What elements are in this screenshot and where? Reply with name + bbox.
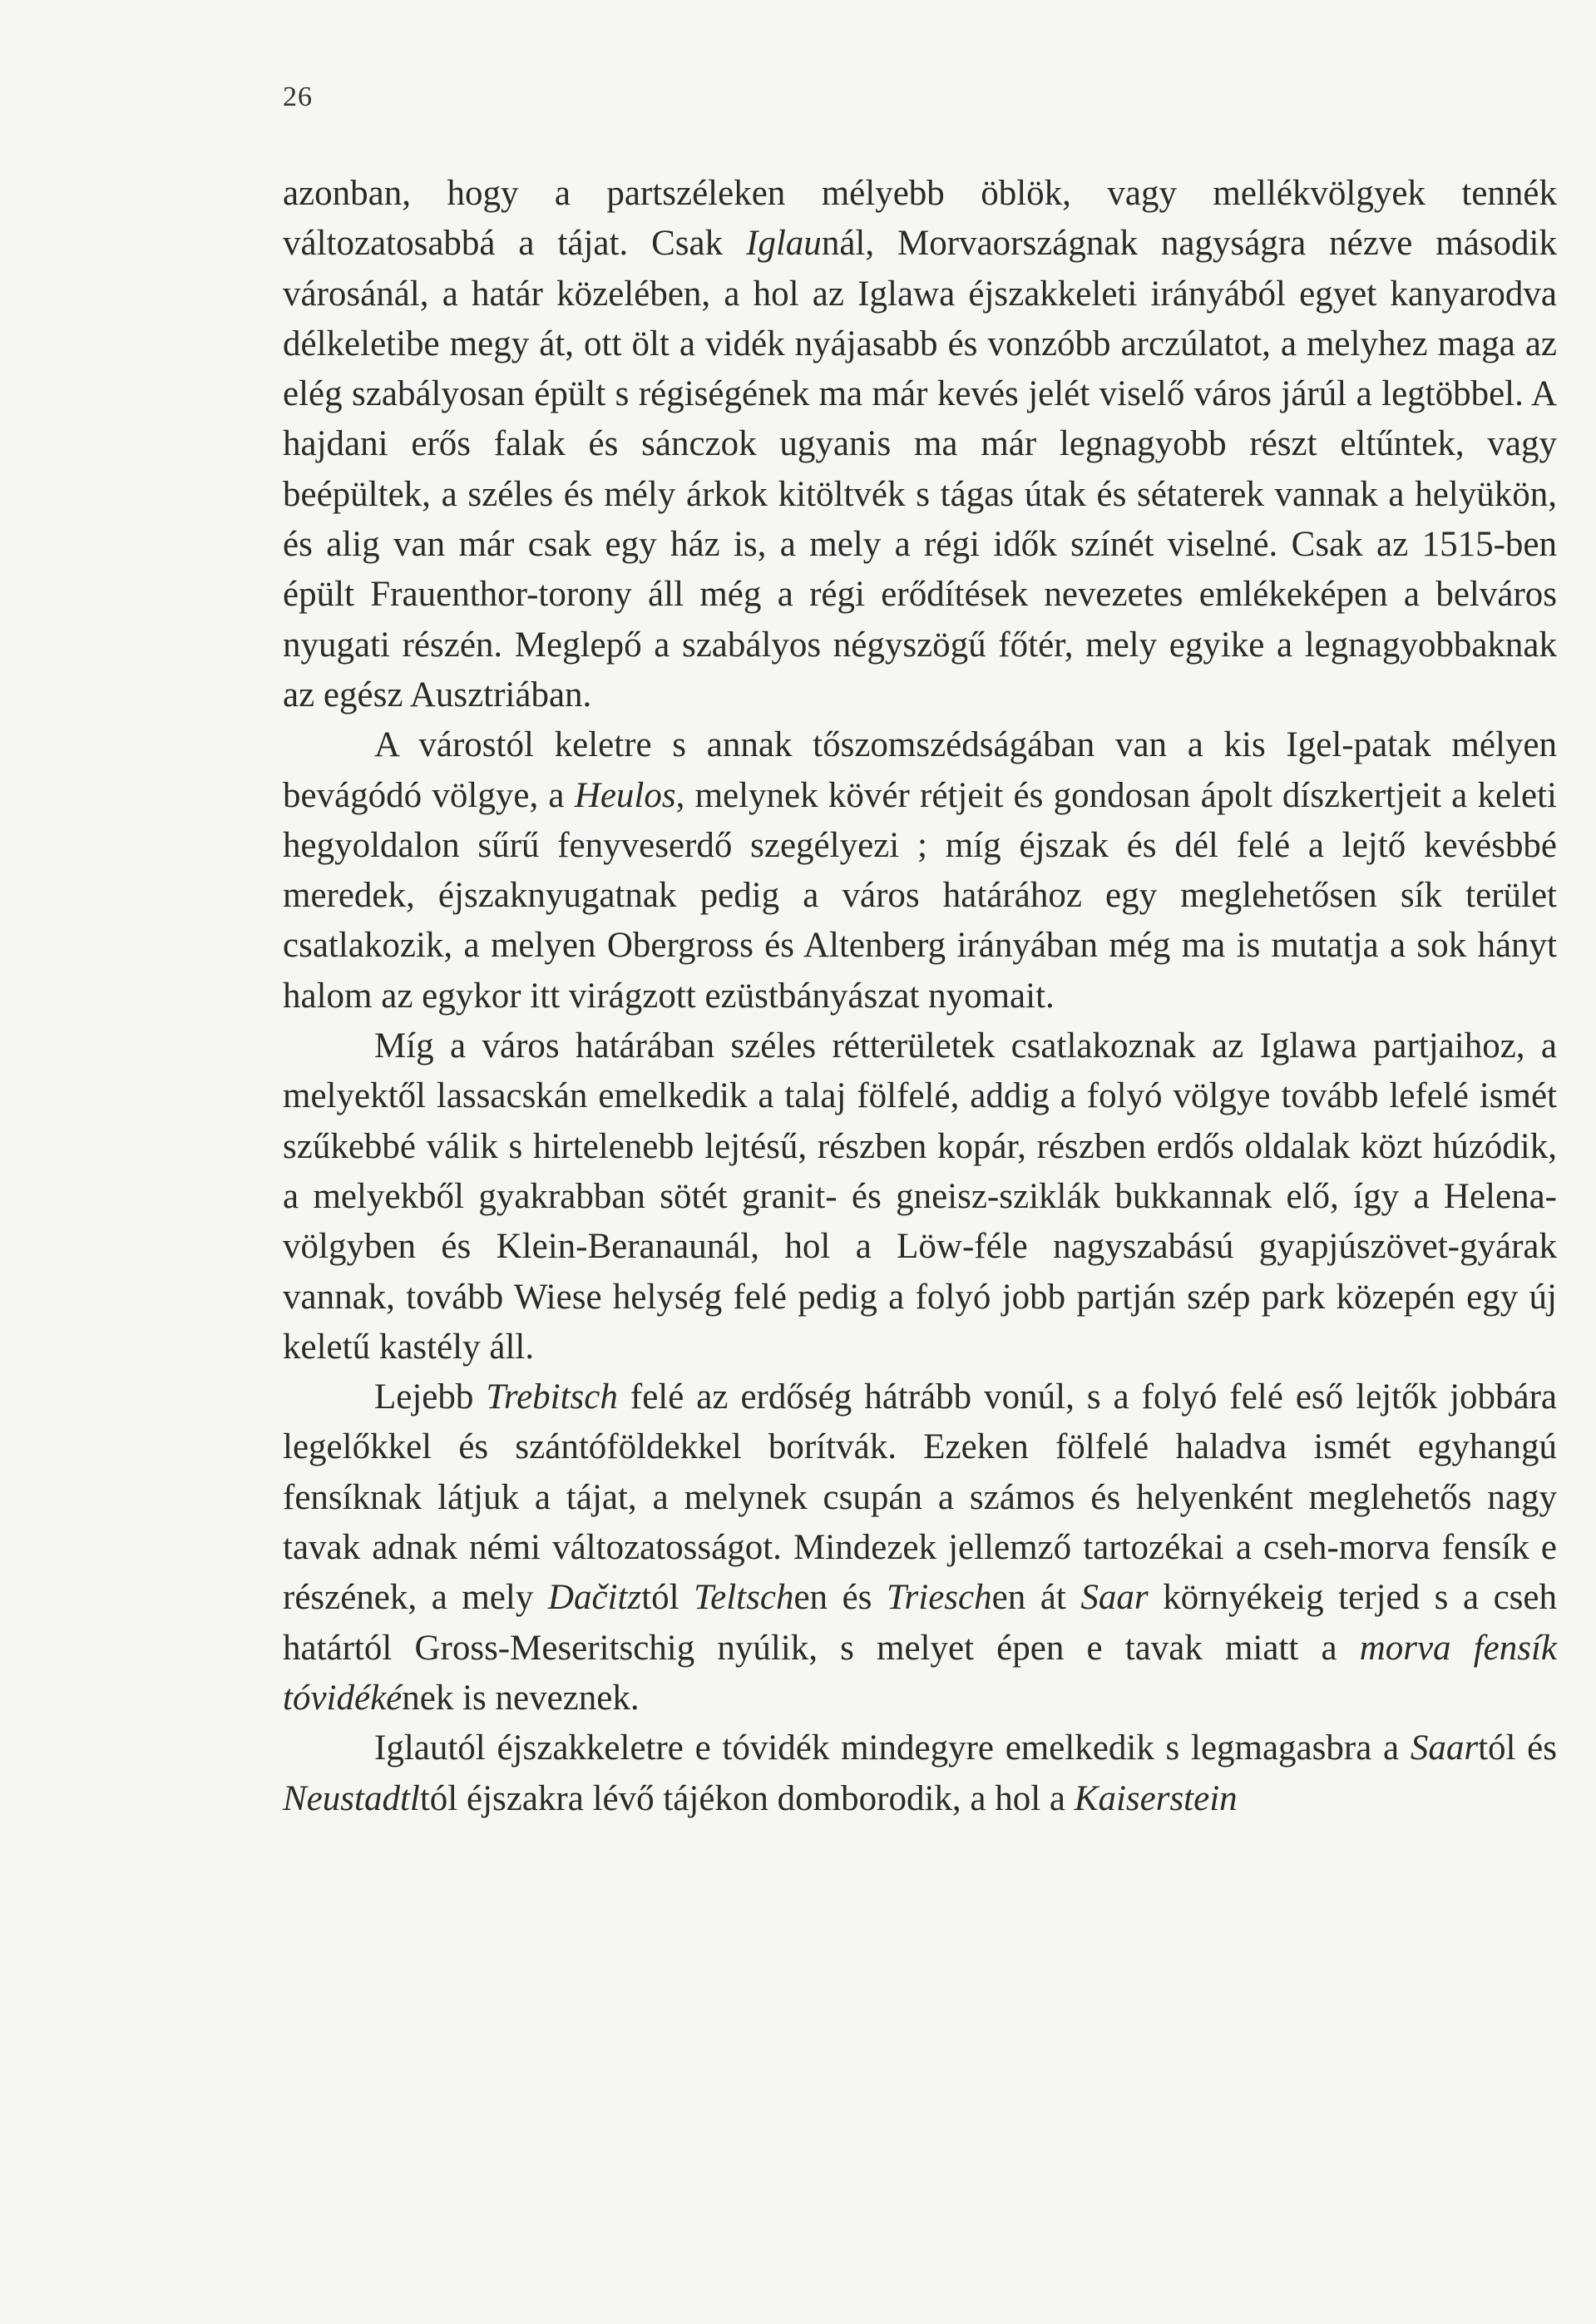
text-run: Lejebb — [374, 1377, 487, 1417]
italic-place-name: Trebitsch — [486, 1377, 618, 1417]
italic-place-name: Teltsch — [694, 1578, 794, 1618]
text-run: azonban, hogy a partszéleken mélyebb öblök, vagy mellékvölgyek tennék változatosabbá a tájat. Csak — [283, 174, 1557, 264]
text-run: en át — [991, 1578, 1081, 1618]
text-run: környékeig terjed s a cseh határtól Gross-Meseritschig nyúlik, s melyet épen e tavak miatt a — [283, 1578, 1558, 1668]
text-run: Míg a város határában széles rétterületek csatlakoznak az Iglawa partjaihoz, a melyektől lassacskán emelkedik a talaj fölfelé, addig a folyó völgye tovább lefelé ismét szűkebbé válik s hirtelenebb lejtésű, részben kopár, részben erdős oldalak közt húzódik, a melyekből gyakrabban sötét granit- és gneisz-sziklák bukkannak elő, így a Helena-völgyben és Klein-Beranaunál, hol a Löw-féle nagyszabású gyapjúszövet-gyárak vannak, tovább Wiese helység felé pedig a folyó jobb partján szép park közepén egy új keletű kastély áll. — [283, 1026, 1557, 1367]
body-text — [283, 169, 1557, 1824]
paragraph — [283, 1723, 1557, 1824]
text-run: felé az erdőség hátrább vonúl, s a folyó felé eső lejtők jobbára legelőkkel és szántóföldekkel borítvák. Ezeken fölfelé haladva ismét egyhangú fensíknak látjuk a tájat, a melynek csupán a számos és helyenként meglehetős nagy tavak adnak némi változatosságot. Mindezek jellemző tartozékai a cseh-morva fensík e részének, a mely — [283, 1377, 1558, 1618]
italic-place-name: morva fensík tóvidéké — [283, 1628, 1557, 1718]
italic-place-name: Neustadtl — [283, 1778, 420, 1818]
text-run: tól — [641, 1578, 694, 1618]
text-run: , melynek kövér rétjeit és gondosan ápolt díszkertjeit a keleti hegyoldalon sűrű fenyveserdő szegélyezi ; míg éjszak és dél felé a lejtő kevésbbé meredek, éjszaknyugatnak pedig a város határához egy meglehetősen sík terület csatlakozik, a melyen Obergross és Altenberg irányában még ma is mutatja a sok hányt halom az egykor itt virágzott ezüstbányászat nyomait. — [283, 775, 1557, 1016]
text-run: en és — [793, 1578, 887, 1618]
italic-place-name: Kaiserstein — [1074, 1778, 1238, 1818]
text-run: nek is neveznek. — [402, 1678, 640, 1718]
text-run: tól éjszakra lévő tájékon domborodik, a hol a — [419, 1778, 1075, 1818]
paragraph — [283, 1372, 1557, 1723]
italic-place-name: Triesch — [886, 1578, 992, 1618]
text-run: tól és — [1478, 1728, 1557, 1768]
text-run: nál, Morvaországnak nagyságra nézve második városánál, a határ közelében, a hol az Iglawa éjszakkeleti irányából egyet kanyarodva délkeletibe megy át, ott ölt a vidék nyájasabb és vonzóbb arczúlatot, a melyhez maga az elég szabályosan épült s régiségének ma már kevés jelét viselő város járúl a legtöbbel. A hajdani erős falak és sánczok ugyanis ma már legnagyobb részt eltűntek, vagy beépültek, a széles és mély árkok kitöltvék s tágas útak és sétaterek vannak a helyükön, és alig van már csak egy ház is, a mely a régi idők színét viselné. Csak az 1515-ben épült Frauenthor-torony áll még a régi erődítések nevezetes emlékeképen a belváros nyugati részén. Meglepő a szabályos négyszögű főtér, mely egyike a legnagyobbaknak az egész Ausztriában. — [283, 224, 1557, 715]
text-run: A várostól keletre s annak tőszomszédságában van a kis Igel-patak mélyen bevágódó völgye, a — [283, 725, 1557, 815]
paragraph — [283, 1021, 1557, 1372]
paragraph — [283, 720, 1557, 1021]
italic-place-name: Dačitz — [547, 1578, 642, 1618]
page-number: 26 — [283, 82, 313, 112]
text-run: Iglautól éjszakkeletre e tóvidék mindegyre emelkedik s legmagasbra a — [374, 1728, 1411, 1768]
italic-place-name: Heulos — [574, 775, 676, 815]
italic-place-name: Iglau — [746, 224, 822, 264]
italic-place-name: Saar — [1410, 1728, 1479, 1768]
italic-place-name: Saar — [1080, 1578, 1149, 1618]
paragraph — [283, 169, 1557, 720]
